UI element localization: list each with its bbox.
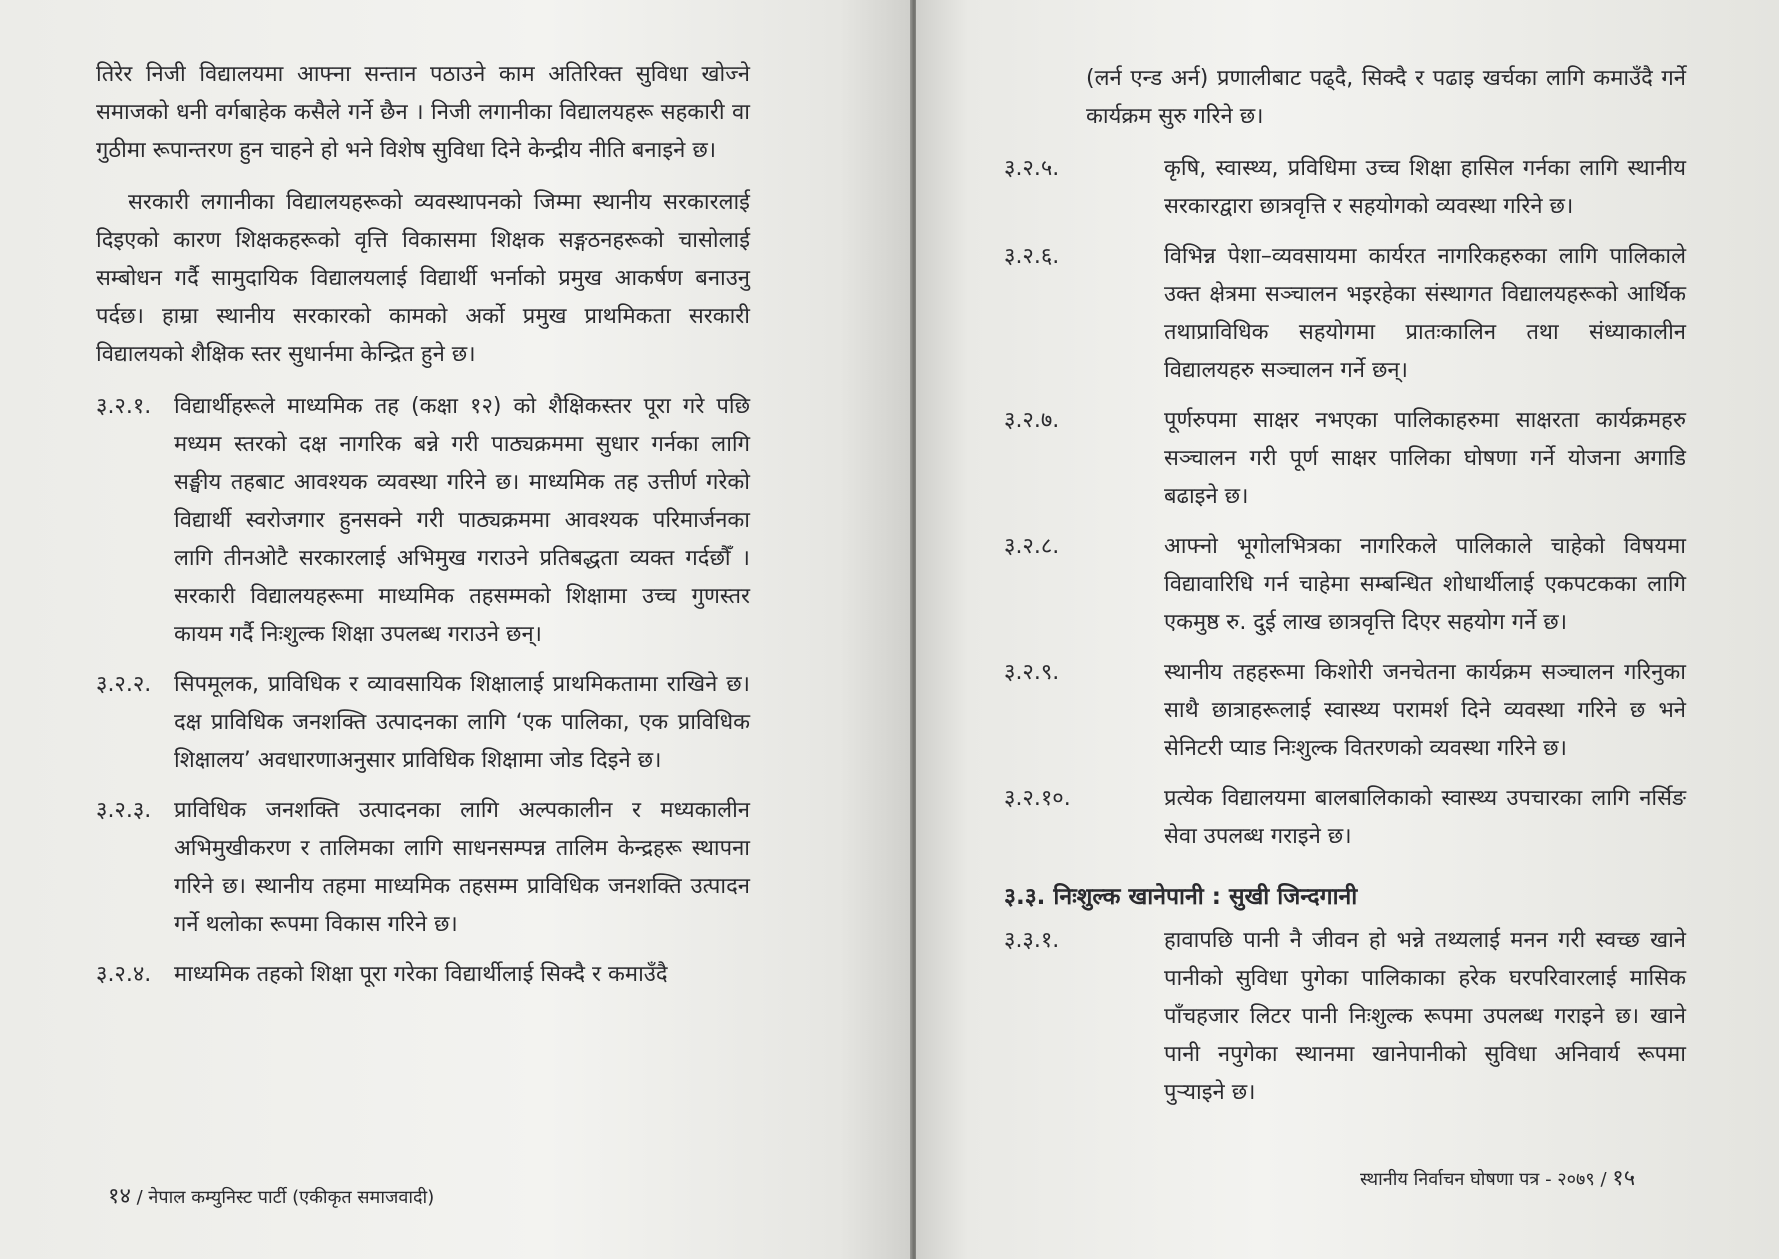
list-item-3-2-9	[1004, 654, 1686, 768]
right-page-footer	[1360, 1162, 1635, 1192]
list-item-3-2-1	[96, 388, 750, 654]
section-heading: ३.३. निःशुल्क खानेपानी : सुखी जिन्दगानी	[1004, 884, 1358, 910]
item-text: स्थानीय तहहरूमा किशोरी जनचेतना कार्यक्रम सञ्चालन गरिनुका साथै छात्राहरूलाई स्वास्थ्य परामर्श दिने व्यवस्था गरिने छ भने सेनिटरी प्याड निःशुल्क वितरणको व्यवस्था गरिने छ।	[1164, 660, 1686, 761]
intro-paragraph-2: सरकारी लगानीका विद्यालयहरूको व्यवस्थापनको जिम्मा स्थानीय सरकारलाई दिइएको कारण शिक्षकहरूको वृत्ति विकासमा शिक्षक सङ्गठनहरूको चासोलाई सम्बोधन गर्दै सामुदायिक विद्यालयलाई विद्यार्थी भर्नाको प्रमुख आकर्षण बनाउनु पर्दछ। हाम्रा स्थानीय सरकारको कामको अर्को प्रमुख प्राथमिकता सरकारी विद्यालयको शैक्षिक स्तर सुधार्नमा केन्द्रित हुने छ।	[96, 190, 750, 367]
item-text: पूर्णरुपमा साक्षर नभएका पालिकाहरुमा साक्षरता कार्यक्रमहरु सञ्चालन गरी पूर्ण साक्षर पालिका घोषणा गर्ने योजना अगाडि बढाइने छ।	[1164, 408, 1686, 509]
item-text: प्रत्येक विद्यालयमा बालबालिकाको स्वास्थ्य उपचारका लागि नर्सिङ सेवा उपलब्ध गराइने छ।	[1164, 786, 1686, 849]
item-number: ३.२.९.	[1004, 660, 1060, 685]
left-page-footer	[108, 1180, 434, 1210]
left-page-text	[96, 56, 750, 1006]
list-item-3-2-8	[1004, 528, 1686, 642]
item-number: ३.२.८.	[1004, 534, 1060, 559]
item-text: विभिन्न पेशा–व्यवसायमा कार्यरत नागरिकहरुका लागि पालिकाले उक्त क्षेत्रमा सञ्चालन भइरहेका संस्थागत विद्यालयहरूको आर्थिक तथाप्राविधिक सहयोगमा प्रातःकालिन तथा संध्याकालीन विद्यालयहरु सञ्चालन गर्ने छन्।	[1164, 244, 1686, 383]
item-number: ३.२.५.	[1004, 156, 1060, 181]
item-number: ३.२.६.	[1004, 244, 1060, 269]
list-item-3-2-3	[96, 792, 750, 944]
item-number: ३.२.४.	[96, 962, 152, 987]
list-item-3-2-4	[96, 956, 750, 994]
item-text: हावापछि पानी नै जीवन हो भन्ने तथ्यलाई मनन गरी स्वच्छ खाने पानीको सुविधा पुगेका पालिकाका हरेक घरपरिवारलाई मासिक पाँचहजार लिटर पानी निःशुल्क रूपमा उपलब्ध गराइने छ। खाने पानी नपुगेका स्थानमा खानेपानीको सुविधा अनिवार्य रूपमा पुऱ्याइने छ।	[1164, 928, 1686, 1105]
continuation-paragraph: (लर्न एन्ड अर्न) प्रणालीबाट पढ्दै, सिक्दै र पढाइ खर्चका लागि कमाउँदै गर्ने कार्यक्रम सुरु गरिने छ।	[1086, 66, 1686, 129]
item-text: प्राविधिक जनशक्ति उत्पादनका लागि अल्पकालीन र मध्यकालीन अभिमुखीकरण र तालिमका लागि साधनसम्पन्न तालिम केन्द्रहरू स्थापना गरिने छ। स्थानीय तहमा माध्यमिक तहसम्म प्राविधिक जनशक्ति उत्पादन गर्ने थलोका रूपमा विकास गरिने छ।	[174, 798, 750, 937]
footer-text: स्थानीय निर्वाचन घोषणा पत्र - २०७९ /	[1360, 1169, 1607, 1190]
list-item-3-2-2	[96, 666, 750, 780]
item-text: आफ्नो भूगोलभित्रका नागरिकले पालिकाले चाहेको विषयमा विद्यावारिधि गर्न चाहेमा सम्बन्धित शोधार्थीलाई एकपटकका लागि एकमुष्ठ रु. दुई लाख छात्रवृत्ति दिएर सहयोग गर्ने छ।	[1164, 534, 1686, 635]
list-item-3-2-10	[1004, 780, 1686, 856]
list-item-3-2-6	[1004, 238, 1686, 390]
intro-paragraph-1: तिरेर निजी विद्यालयमा आफ्ना सन्तान पठाउने काम अतिरिक्त सुविधा खोज्ने समाजको धनी वर्गबाहेक कसैले गर्ने छैन । निजी लगानीका विद्यालयहरू सहकारी वा गुठीमा रूपान्तरण हुन चाहने हो भने विशेष सुविधा दिने केन्द्रीय नीति बनाइने छ।	[96, 62, 750, 163]
list-item-3-2-7	[1004, 402, 1686, 516]
page-number: १५	[1612, 1166, 1636, 1191]
page-number: १४	[108, 1184, 131, 1209]
list-item-3-2-5	[1004, 150, 1686, 226]
right-page	[916, 0, 1779, 1259]
item-number: ३.२.१.	[96, 394, 152, 419]
item-number: ३.३.१.	[1004, 928, 1060, 953]
item-number: ३.२.२.	[96, 672, 152, 697]
right-page-text	[1004, 60, 1686, 1124]
item-text: विद्यार्थीहरूले माध्यमिक तह (कक्षा १२) को शैक्षिकस्तर पूरा गरे पछि मध्यम स्तरको दक्ष नागरिक बन्ने गरी पाठ्यक्रममा सुधार गर्नका लागि सङ्घीय तहबाट आवश्यक व्यवस्था गरिने छ। माध्यमिक तह उत्तीर्ण गरेको विद्यार्थी स्वरोजगार हुनसक्ने गरी पाठ्यक्रममा आवश्यक परिमार्जनका लागि तीनओटै सरकारलाई अभिमुख गराउने प्रतिबद्धता व्यक्त गर्दछौँ । सरकारी विद्यालयहरूमा माध्यमिक तहसम्मको शिक्षामा उच्च गुणस्तर कायम गर्दै निःशुल्क शिक्षा उपलब्ध गराउने छन्।	[174, 394, 750, 647]
item-text: सिपमूलक, प्राविधिक र व्यावसायिक शिक्षालाई प्राथमिकतामा राखिने छ। दक्ष प्राविधिक जनशक्ति उत्पादनका लागि ‘एक पालिका, एक प्राविधिक शिक्षालय’ अवधारणाअनुसार प्राविधिक शिक्षामा जोड दिइने छ।	[174, 672, 750, 773]
item-text: माध्यमिक तहको शिक्षा पूरा गरेका विद्यार्थीलाई सिक्दै र कमाउँदै	[174, 962, 668, 987]
list-item-3-3-1	[1004, 922, 1686, 1112]
item-text: कृषि, स्वास्थ्य, प्रविधिमा उच्च शिक्षा हासिल गर्नका लागि स्थानीय सरकारद्वारा छात्रवृत्ति र सहयोगको व्यवस्था गरिने छ।	[1164, 156, 1686, 219]
item-number: ३.२.३.	[96, 798, 152, 823]
item-number: ३.२.७.	[1004, 408, 1060, 433]
item-number: ३.२.१०.	[1004, 786, 1071, 811]
footer-text: / नेपाल कम्युनिस्ट पार्टी (एकीकृत समाजवादी)	[136, 1187, 435, 1208]
